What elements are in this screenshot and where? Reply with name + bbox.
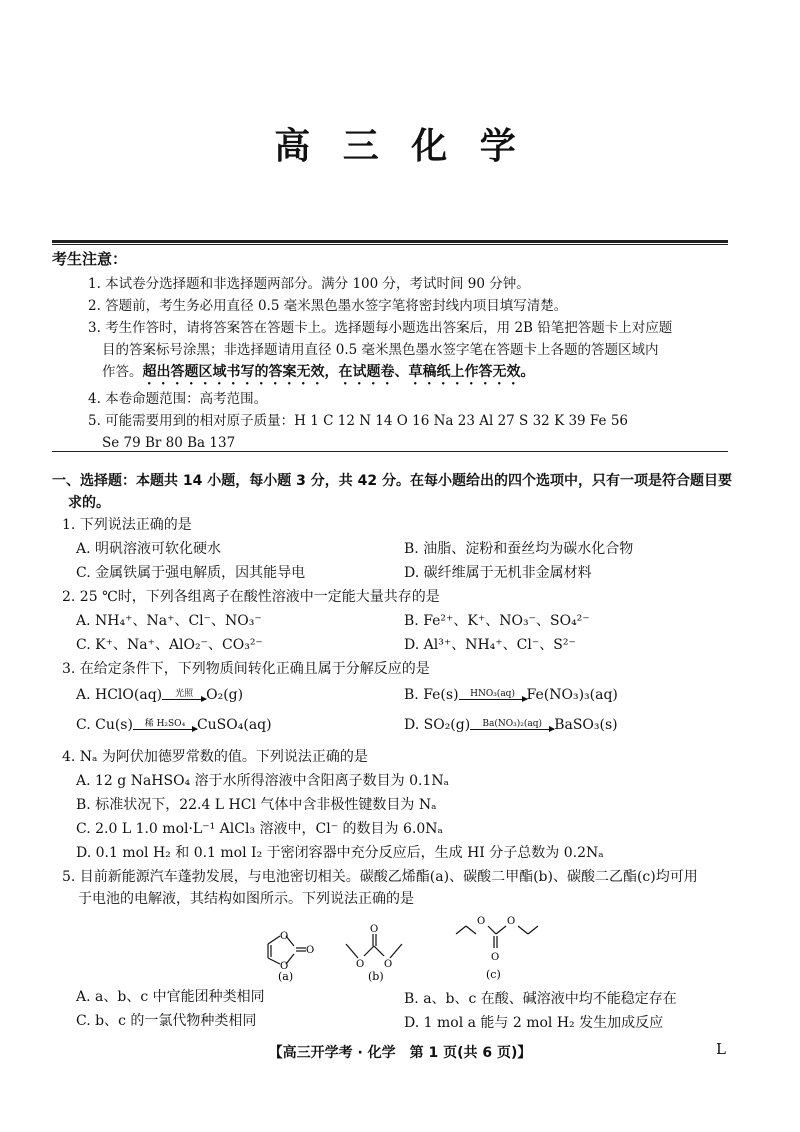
notice-item-row [52,361,742,388]
atom-label: O [306,945,315,956]
structure-b [346,924,402,982]
notice-rule [52,451,728,452]
q4-option-a: A. 12 g NaHSO₄ 溶于水所得溶液中含阳离子数目为 0.1Nₐ [76,773,449,789]
notice-item: 目的答案标号涂黑；非选择题请用直径 0.5 毫米黑色墨水签字笔在答题卡上各题的答题区域内 [102,342,659,358]
atom-label: O [280,961,289,972]
header-rule-thin [52,244,728,245]
reaction-arrow [162,690,206,700]
notice-item: 1. 本试卷分选择题和非选择题两部分。满分 100 分，考试时间 90 分钟。 [88,276,530,292]
notice-item: 3. 考生作答时，请将答案答在答题卡上。选择题每小题选出答案后，用 2B 铅笔把答题卡上对应题 [88,320,673,336]
q3-a-condition: 光照 [175,689,194,699]
q3-option-a [76,684,243,706]
q3-c-condition: 稀 H₂SO₄ [144,719,186,729]
structure-label-c: (c) [486,968,501,981]
q3-b-condition: HNO₃(aq) [470,689,515,699]
q3-b-reactant: B. Fe(s) [404,687,459,703]
notice-item: Se 79 Br 80 Ba 137 [102,435,236,451]
section-line: 求的。 [68,495,110,511]
q3-option-c [76,714,272,736]
page-title: 高 三 化 学 [274,125,526,167]
q3-a-product: O₂(g) [206,687,244,703]
structure-label-b: (b) [368,970,384,982]
q3-c-product: CuSO₄(aq) [196,717,272,733]
reaction-arrow [459,690,527,700]
page-footer: 【高三开学考 · 化学 第 1 页(共 6 页)】 [268,1045,532,1061]
q3-b-product: Fe(NO₃)₃(aq) [526,687,618,703]
q1-option-d: D. 碳纤维属于无机非金属材料 [404,565,592,581]
q5-option-b: B. a、b、c 在酸、碱溶液中均不能稳定存在 [404,991,677,1007]
q3-d-condition: Ba(NO₃)₂(aq) [482,719,543,729]
q2-option-b: B. Fe²⁺、K⁺、NO₃⁻、SO₄²⁻ [404,613,590,629]
q5-option-a: A. a、b、c 中官能团种类相同 [76,989,265,1005]
q3-option-b [404,684,618,706]
q1-option-c: C. 金属铁属于强电解质，因其能导电 [76,565,306,581]
q4-option-d: D. 0.1 mol H₂ 和 0.1 mol I₂ 于密闭容器中充分反应后，生成 HI 分子总数为 0.2Nₐ [76,845,604,861]
notice-item: 5. 可能需要用到的相对原子质量：H 1 C 12 N 14 O 16 Na 23 Al 27 S 32 K 39 Fe 56 [88,413,628,429]
q1-option-a: A. 明矾溶液可软化硬水 [76,541,222,557]
q3-option-d [404,714,618,736]
notice-emphasis: 超出答题区域书写的答案无效，在试题卷、草稿纸上作答无效。 [142,364,535,380]
q2-option-c: C. K⁺、Na⁺、AlO₂⁻、CO₃²⁻ [76,637,263,653]
atom-label: O [356,959,365,970]
atom-label: O [384,959,393,970]
atom-label: O [370,924,379,935]
q5-stem-line: 于电池的电解液，其结构如图所示。下列说法正确的是 [78,891,414,907]
q1-option-b: B. 油脂、淀粉和蚕丝均为碳水化合物 [404,541,634,557]
q3-a-reactant: A. HClO(aq) [76,687,163,703]
q4-option-b: B. 标准状况下，22.4 L HCl 气体中含非极性键数目为 Nₐ [76,797,437,813]
notice-heading: 考生注意： [52,250,128,268]
atom-label: O [280,931,289,942]
notice-item: 4. 本卷命题范围：高考范围。 [88,391,268,407]
q5-option-c: C. b、c 的一氯代物种类相同 [76,1013,257,1029]
atom-label: O [507,916,516,927]
q4-stem: 4. Nₐ 为阿伏加德罗常数的值。下列说法正确的是 [62,749,368,765]
q1-stem: 1. 下列说法正确的是 [62,517,192,533]
notice-item: 2. 答题前，考生务必用直径 0.5 毫米黑色墨水签字笔将密封线内项目填写清楚。 [88,298,568,314]
q5-option-d: D. 1 mol a 能与 2 mol H₂ 发生加成反应 [404,1015,664,1031]
q2-option-d: D. Al³⁺、NH₄⁺、Cl⁻、S²⁻ [404,637,576,653]
reaction-arrow [133,720,197,730]
footer-mark: L [716,1040,726,1058]
section-heading [52,470,742,514]
structure-a [268,931,314,982]
section-line: 一、选择题：本题共 14 小题，每小题 3 分，共 42 分。在每小题给出的四个选项中，只有一项是符合题目要 [52,473,732,489]
q2-stem: 2. 25 ℃时，下列各组离子在酸性溶液中一定能大量共存的是 [62,589,440,605]
structure-c [456,916,538,981]
q3-c-reactant: C. Cu(s) [76,717,133,733]
notice-block [52,248,742,454]
atom-label: O [477,916,486,927]
notice-item: 作答。 [102,364,143,380]
structure-label-a: (a) [278,970,294,982]
q3-d-product: BaSO₃(s) [554,717,618,733]
q4-option-c: C. 2.0 L 1.0 mol·L⁻¹ AlCl₃ 溶液中，Cl⁻ 的数目为 6.0Nₐ [76,821,443,837]
q2-option-a: A. NH₄⁺、Na⁺、Cl⁻、NO₃⁻ [76,613,262,629]
q5-structures [250,912,560,982]
q5-stem-line: 5. 目前新能源汽车蓬勃发展，与电池密切相关。碳酸乙烯酯(a)、碳酸二甲酯(b)、碳酸二乙酯(c)均可用 [62,869,698,885]
q5-stem [62,866,742,910]
q3-stem: 3. 在给定条件下，下列物质间转化正确且属于分解反应的是 [62,661,430,677]
header-rule-thick [52,240,728,243]
q3-d-reactant: D. SO₂(g) [404,717,471,733]
atom-label: O [491,952,500,963]
reaction-arrow [470,720,554,730]
